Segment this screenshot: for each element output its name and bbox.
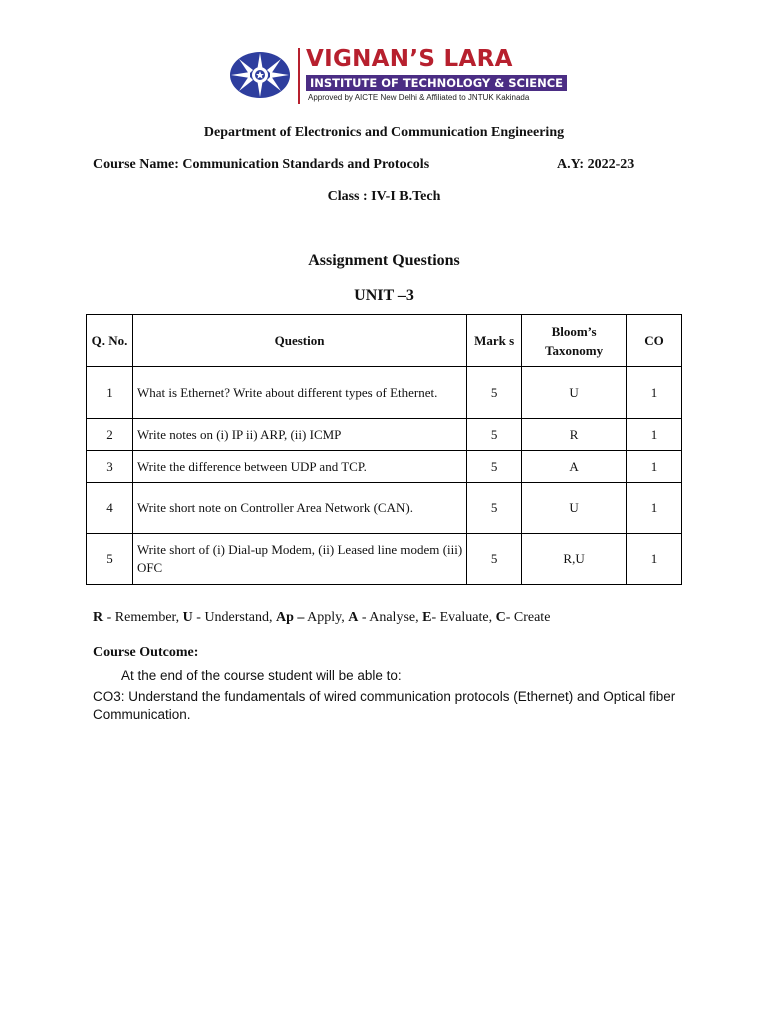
cell-question: Write the difference between UDP and TCP.: [132, 451, 466, 483]
table-row: [87, 367, 682, 419]
legend-text: - Remember,: [103, 610, 183, 625]
cell-marks: 5: [467, 483, 522, 534]
cell-question: Write notes on (i) IP ii) ARP, (ii) ICMP: [132, 419, 466, 451]
cell-qno: 1: [87, 367, 133, 419]
unit-heading: UNIT –3: [354, 287, 414, 304]
cell-marks: 5: [467, 367, 522, 419]
table-row: [87, 483, 682, 534]
table-row: [87, 419, 682, 451]
blooms-legend: [93, 610, 550, 626]
cell-qno: 5: [87, 534, 133, 585]
header-co: CO: [627, 315, 682, 367]
legend-key: A: [348, 610, 359, 625]
legend-text: - Analyse,: [358, 610, 423, 625]
course-name: Course Name: Communication Standards and Protocols: [93, 157, 430, 172]
table-row: [87, 534, 682, 585]
legend-text: - Create: [505, 610, 551, 625]
header-question: Question: [132, 315, 466, 367]
table-header-row: [87, 315, 682, 367]
course-outcome-co3: CO3: Understand the fundamentals of wired communication protocols (Ethernet) and Optical fiber Communication.: [93, 689, 676, 722]
cell-blooms: U: [522, 367, 627, 419]
header-qno: Q. No.: [87, 315, 133, 367]
cell-qno: 2: [87, 419, 133, 451]
approval-text: Approved by AICTE New Delhi & Affiliated to JNTUK Kakinada: [308, 93, 530, 102]
cell-co: 1: [627, 367, 682, 419]
legend-key: E: [422, 610, 432, 625]
cell-question: Write short of (i) Dial-up Modem, (ii) Leased line modem (iii) OFC: [132, 534, 466, 585]
cell-co: 1: [627, 419, 682, 451]
cell-blooms: R,U: [522, 534, 627, 585]
header-blooms: Bloom’s Taxonomy: [522, 315, 627, 367]
assignment-heading: Assignment Questions: [308, 252, 460, 269]
class-label: Class : IV-I B.Tech: [327, 189, 441, 204]
cell-question: What is Ethernet? Write about different types of Ethernet.: [132, 367, 466, 419]
legend-key: Ap –: [275, 610, 305, 625]
cell-blooms: A: [522, 451, 627, 483]
academic-year: A.Y: 2022-23: [557, 157, 635, 172]
department-title: Department of Electronics and Communication Engineering: [203, 125, 565, 140]
legend-text: - Understand,: [192, 610, 276, 625]
table-row: [87, 451, 682, 483]
cell-co: 1: [627, 451, 682, 483]
institute-subtitle: INSTITUTE OF TECHNOLOGY & SCIENCE: [306, 75, 567, 91]
legend-key: R: [93, 610, 104, 625]
course-outcome-heading: Course Outcome:: [93, 645, 199, 660]
cell-blooms: R: [522, 419, 627, 451]
assignment-table: [86, 314, 682, 585]
cell-co: 1: [627, 483, 682, 534]
cell-marks: 5: [467, 451, 522, 483]
logo-divider: [298, 48, 300, 104]
header-marks: Mark s: [467, 315, 522, 367]
cell-marks: 5: [467, 419, 522, 451]
institute-logo: [228, 44, 564, 106]
cell-co: 1: [627, 534, 682, 585]
cell-marks: 5: [467, 534, 522, 585]
legend-text: Apply,: [304, 610, 349, 625]
legend-key: C: [495, 610, 506, 625]
institute-name: VIGNAN’S LARA: [306, 46, 513, 72]
cell-blooms: U: [522, 483, 627, 534]
institute-emblem-icon: [228, 50, 292, 100]
course-outcome-intro: At the end of the course student will be able to:: [121, 668, 402, 683]
legend-key: U: [182, 610, 193, 625]
cell-question: Write short note on Controller Area Network (CAN).: [132, 483, 466, 534]
cell-qno: 3: [87, 451, 133, 483]
legend-text: - Evaluate,: [431, 610, 496, 625]
cell-qno: 4: [87, 483, 133, 534]
